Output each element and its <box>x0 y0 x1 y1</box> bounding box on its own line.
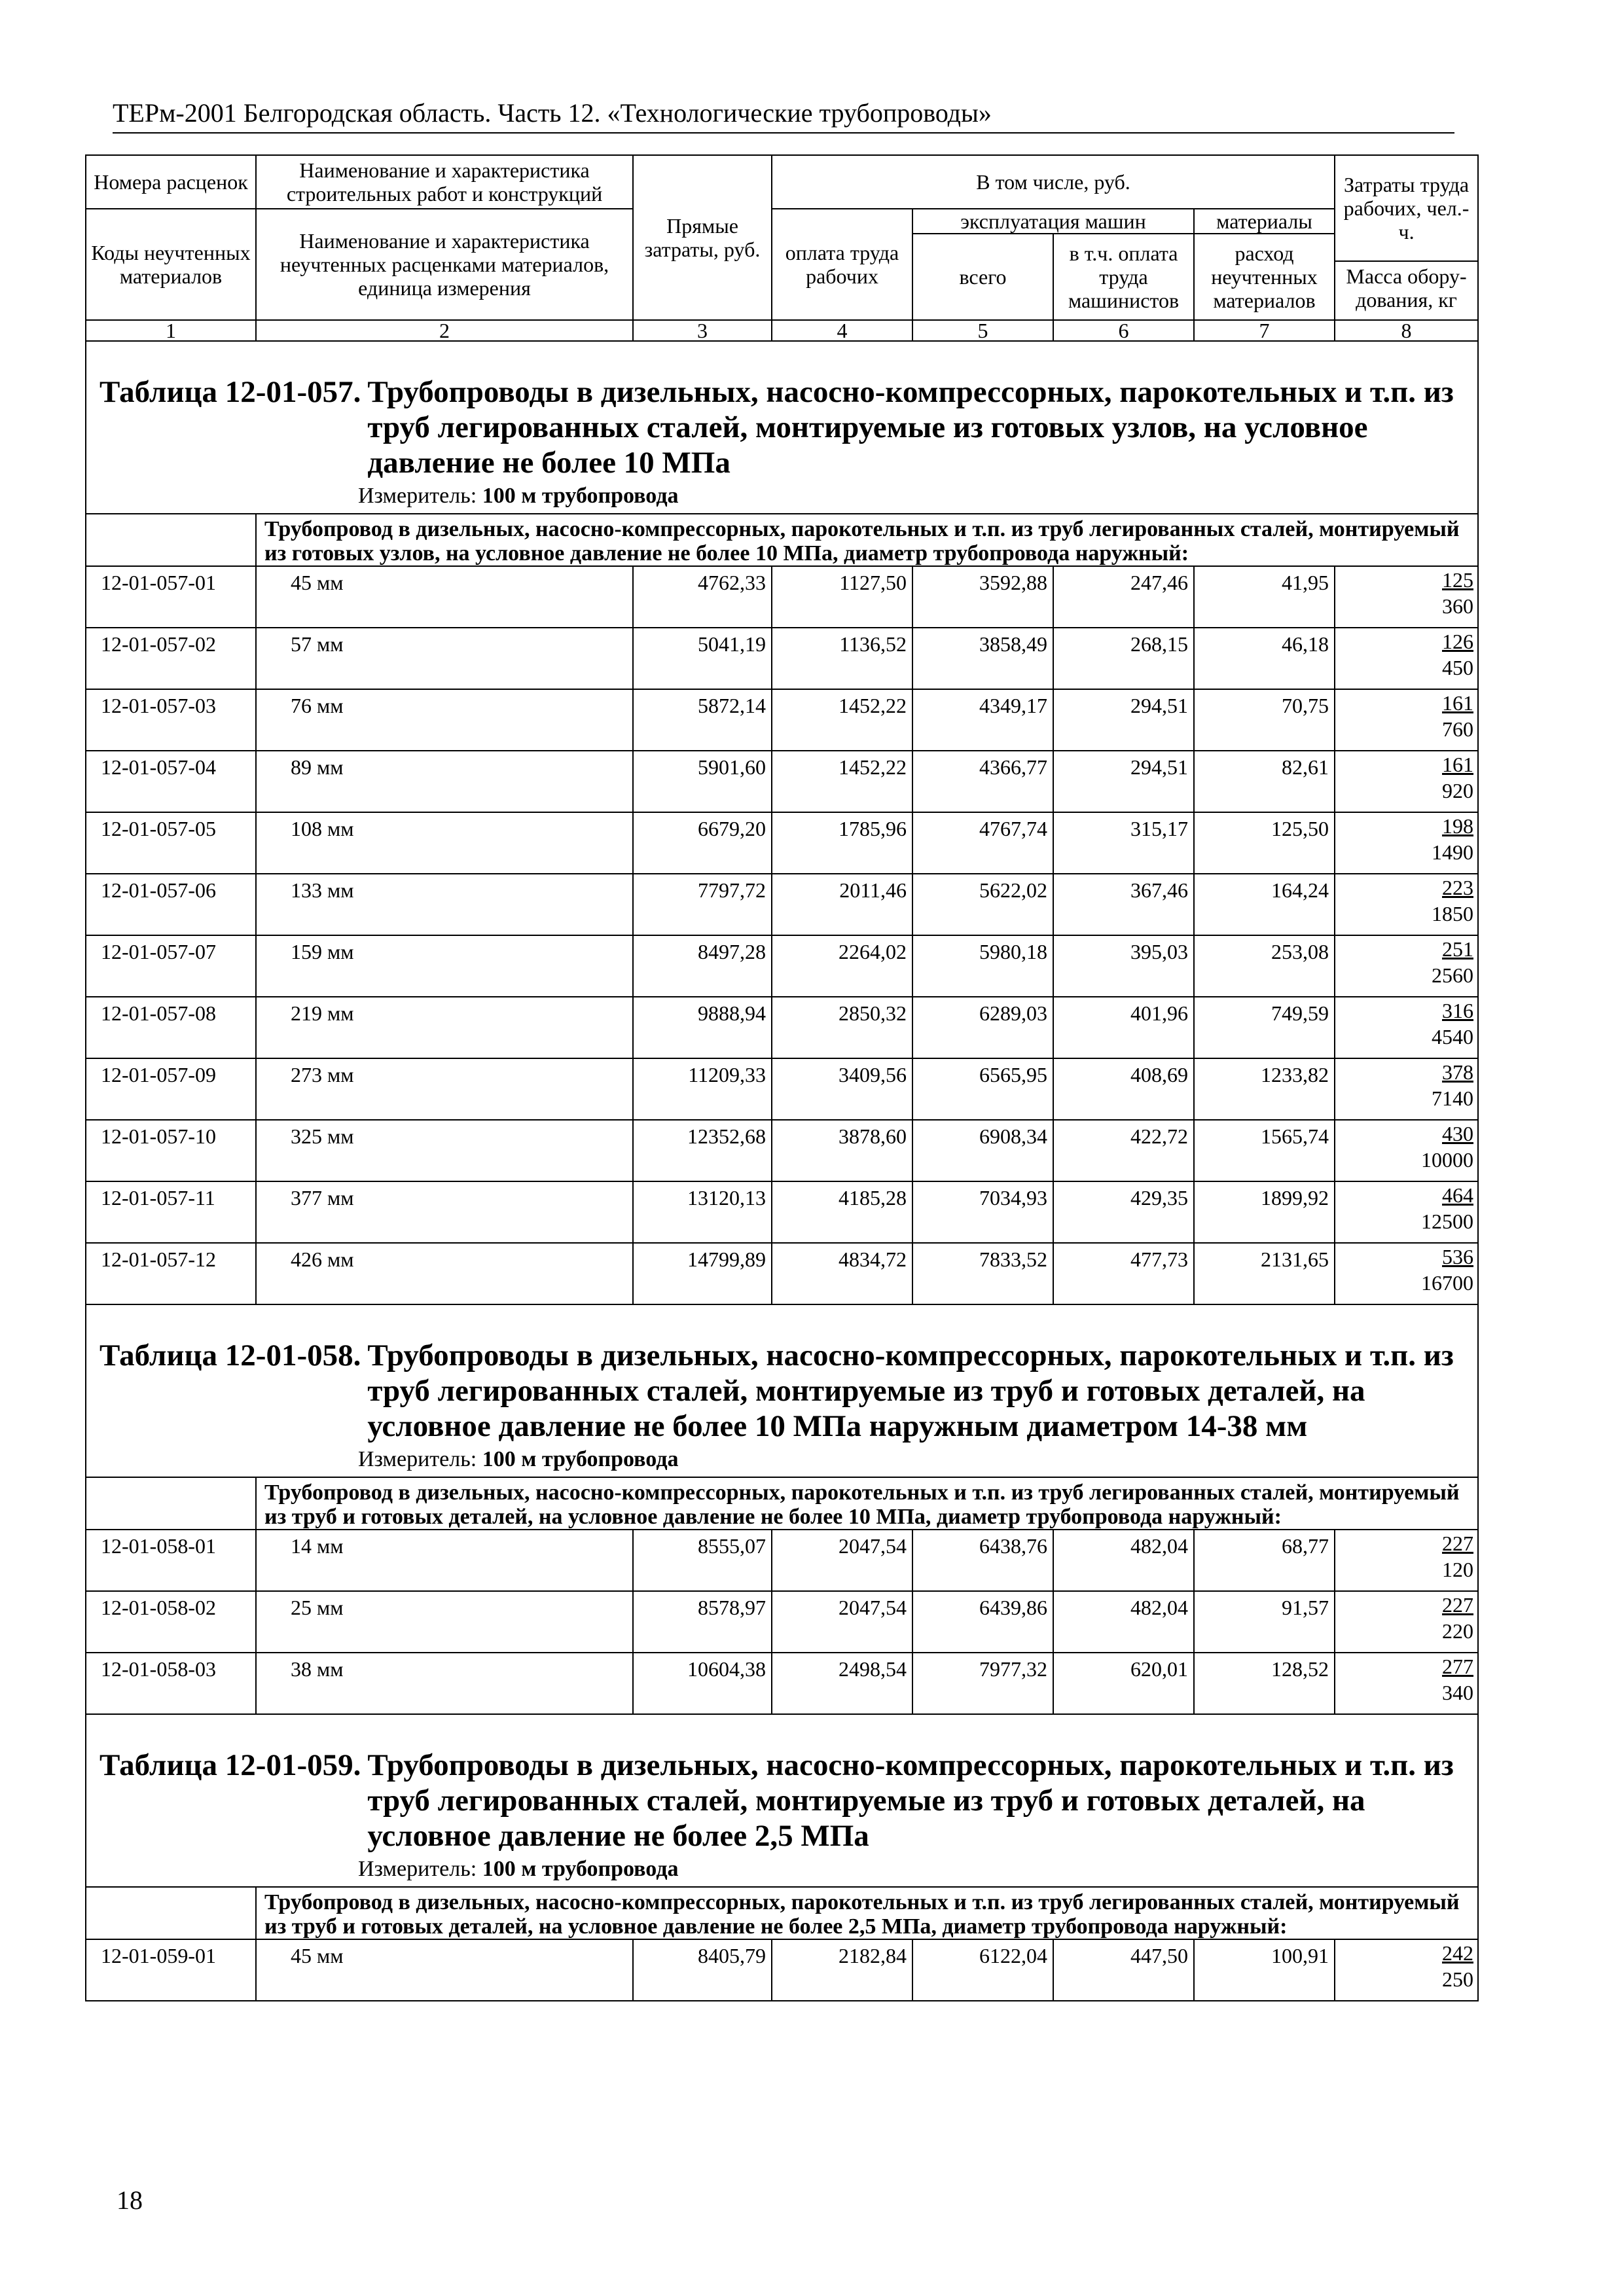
table-title-block <box>86 341 1478 514</box>
worker-wage: 2850,32 <box>772 997 912 1058</box>
machines-header: эксплуатация машин <box>912 209 1194 234</box>
machine-cost: 6565,95 <box>912 1058 1053 1120</box>
labor-hours: 242 <box>1442 1941 1474 1965</box>
equipment-mass: 10000 <box>1421 1148 1474 1172</box>
rate-name: 45 мм <box>256 566 633 628</box>
rate-name: 159 мм <box>256 935 633 997</box>
column-numbers-row <box>86 320 1478 341</box>
page-header: ТЕРм-2001 Белгородская область. Часть 12. «Технологические трубопроводы» <box>113 97 1454 134</box>
unit-label: Измеритель: <box>358 484 477 508</box>
labor-mass <box>1335 1591 1478 1653</box>
table-row <box>86 935 1478 997</box>
col1-top-header: Номера расценок <box>86 155 256 209</box>
col7-header: расход неучтенных материалов <box>1194 234 1335 320</box>
table-label: Таблица 12-01-058. <box>99 1338 361 1372</box>
table-title <box>99 374 1464 480</box>
labor-mass <box>1335 1939 1478 2001</box>
equipment-mass: 760 <box>1442 717 1474 741</box>
machine-cost: 6289,03 <box>912 997 1053 1058</box>
equipment-mass: 340 <box>1442 1681 1474 1704</box>
machinist-wage: 482,04 <box>1053 1591 1194 1653</box>
labor-hours: 161 <box>1442 753 1474 776</box>
material-cost: 91,57 <box>1194 1591 1335 1653</box>
header-row-2 <box>86 209 1478 234</box>
page-number: 18 <box>117 2185 143 2215</box>
col8-top-header: Затраты труда рабочих, чел.-ч. <box>1343 173 1470 243</box>
equipment-mass: 1850 <box>1432 902 1474 925</box>
rate-code: 12-01-057-10 <box>86 1120 256 1181</box>
machinist-wage: 429,35 <box>1053 1181 1194 1243</box>
labor-mass <box>1335 1181 1478 1243</box>
rate-name: 89 мм <box>256 751 633 812</box>
table-title <box>99 1338 1464 1444</box>
machinist-wage: 395,03 <box>1053 935 1194 997</box>
direct-cost: 10604,38 <box>633 1653 772 1714</box>
machinist-wage: 482,04 <box>1053 1530 1194 1591</box>
direct-cost: 13120,13 <box>633 1181 772 1243</box>
col-number: 8 <box>1335 320 1478 341</box>
equipment-mass: 360 <box>1442 594 1474 618</box>
labor-mass <box>1335 1120 1478 1181</box>
table-row <box>86 1591 1478 1653</box>
table-row <box>86 997 1478 1058</box>
material-cost: 70,75 <box>1194 689 1335 751</box>
rate-code: 12-01-058-03 <box>86 1653 256 1714</box>
col-number: 4 <box>772 320 912 341</box>
table-title-block <box>86 1304 1478 1477</box>
rate-code: 12-01-057-09 <box>86 1058 256 1120</box>
worker-wage: 1785,96 <box>772 812 912 874</box>
table-title <box>99 1748 1464 1854</box>
table-row <box>86 1058 1478 1120</box>
table-title-row <box>86 341 1478 514</box>
material-cost: 164,24 <box>1194 874 1335 935</box>
machinist-wage: 294,51 <box>1053 751 1194 812</box>
worker-wage: 2264,02 <box>772 935 912 997</box>
table-row <box>86 689 1478 751</box>
group-spacer <box>86 514 256 566</box>
rate-name: 325 мм <box>256 1120 633 1181</box>
rate-code: 12-01-058-02 <box>86 1591 256 1653</box>
labor-hours: 125 <box>1442 568 1474 592</box>
machine-cost: 7833,52 <box>912 1243 1053 1304</box>
material-cost: 1565,74 <box>1194 1120 1335 1181</box>
direct-cost: 14799,89 <box>633 1243 772 1304</box>
machine-cost: 5622,02 <box>912 874 1053 935</box>
material-cost: 46,18 <box>1194 628 1335 689</box>
rate-code: 12-01-057-01 <box>86 566 256 628</box>
worker-wage: 2047,54 <box>772 1530 912 1591</box>
table-row <box>86 874 1478 935</box>
machine-cost: 4349,17 <box>912 689 1053 751</box>
including-header: В том числе, руб. <box>772 155 1335 209</box>
machinist-wage: 247,46 <box>1053 566 1194 628</box>
machine-cost: 5980,18 <box>912 935 1053 997</box>
labor-hours: 536 <box>1442 1245 1474 1268</box>
machinist-wage: 422,72 <box>1053 1120 1194 1181</box>
machinist-wage: 294,51 <box>1053 689 1194 751</box>
rate-name: 25 мм <box>256 1591 633 1653</box>
worker-wage: 3409,56 <box>772 1058 912 1120</box>
col8-bottom-header: Масса обору-дования, кг <box>1335 260 1477 314</box>
worker-wage: 2182,84 <box>772 1939 912 2001</box>
table-row <box>86 628 1478 689</box>
rate-code: 12-01-057-12 <box>86 1243 256 1304</box>
equipment-mass: 16700 <box>1421 1271 1474 1295</box>
direct-cost: 5872,14 <box>633 689 772 751</box>
labor-hours: 126 <box>1442 630 1474 653</box>
labor-hours: 464 <box>1442 1183 1474 1207</box>
rate-name: 108 мм <box>256 812 633 874</box>
col4-header: оплата труда рабочих <box>772 209 912 320</box>
labor-mass <box>1335 751 1478 812</box>
material-cost: 1233,82 <box>1194 1058 1335 1120</box>
labor-hours: 378 <box>1442 1060 1474 1084</box>
table-row <box>86 1653 1478 1714</box>
labor-hours: 430 <box>1442 1122 1474 1145</box>
machine-cost: 6122,04 <box>912 1939 1053 2001</box>
col2-bottom-header: Наименование и характеристика неучтенных расценками материалов, единица измерения <box>256 209 633 320</box>
unit-value: 100 м трубопровода <box>482 1447 679 1471</box>
table-unit <box>358 1445 1464 1474</box>
rate-name: 219 мм <box>256 997 633 1058</box>
unit-label: Измеритель: <box>358 1447 477 1471</box>
worker-wage: 1127,50 <box>772 566 912 628</box>
labor-hours: 251 <box>1442 937 1474 961</box>
labor-hours: 223 <box>1442 876 1474 899</box>
col-number: 6 <box>1053 320 1194 341</box>
material-cost: 100,91 <box>1194 1939 1335 2001</box>
rate-code: 12-01-057-05 <box>86 812 256 874</box>
machine-cost: 3592,88 <box>912 566 1053 628</box>
price-table <box>85 154 1479 2001</box>
table-row <box>86 1530 1478 1591</box>
direct-cost: 6679,20 <box>633 812 772 874</box>
material-cost: 82,61 <box>1194 751 1335 812</box>
machine-cost: 3858,49 <box>912 628 1053 689</box>
labor-hours: 227 <box>1442 1593 1474 1617</box>
rate-code: 12-01-057-04 <box>86 751 256 812</box>
unit-value: 100 м трубопровода <box>482 1857 679 1881</box>
group-title: Трубопровод в дизельных, насосно-компрессорных, парокотельных и т.п. из труб легированных сталей, монтируемый из труб и готовых деталей, на условное давление не более 2,5 МПа, диаметр трубопровода наружный: <box>256 1887 1478 1939</box>
rate-name: 273 мм <box>256 1058 633 1120</box>
labor-hours: 161 <box>1442 691 1474 715</box>
group-spacer <box>86 1887 256 1939</box>
group-spacer <box>86 1477 256 1530</box>
labor-mass <box>1335 1243 1478 1304</box>
direct-cost: 4762,33 <box>633 566 772 628</box>
col6-header: в т.ч. оплата труда машинистов <box>1053 234 1194 320</box>
col-number: 7 <box>1194 320 1335 341</box>
direct-cost: 8555,07 <box>633 1530 772 1591</box>
worker-wage: 1452,22 <box>772 751 912 812</box>
col-number: 2 <box>256 320 633 341</box>
material-cost: 253,08 <box>1194 935 1335 997</box>
table-title-text: Трубопроводы в дизельных, насосно-компрессорных, парокотельных и т.п. из труб легированных сталей, монтируемые из труб и готовых деталей, на условное давление не более 10 МПа наружным диаметром 14-38 мм <box>367 1338 1454 1443</box>
table-title-row <box>86 1304 1478 1477</box>
worker-wage: 1452,22 <box>772 689 912 751</box>
unit-value: 100 м трубопровода <box>482 484 679 508</box>
materials-header: материалы <box>1194 209 1335 234</box>
rate-code: 12-01-057-03 <box>86 689 256 751</box>
labor-mass <box>1335 1058 1478 1120</box>
table-title-row <box>86 1714 1478 1887</box>
table-label: Таблица 12-01-057. <box>99 375 361 409</box>
worker-wage: 4185,28 <box>772 1181 912 1243</box>
col-number: 1 <box>86 320 256 341</box>
table-row <box>86 812 1478 874</box>
table-row <box>86 566 1478 628</box>
col5-header: всего <box>912 234 1053 320</box>
labor-mass <box>1335 874 1478 935</box>
table-row <box>86 1939 1478 2001</box>
direct-cost: 8578,97 <box>633 1591 772 1653</box>
labor-hours: 277 <box>1442 1655 1474 1678</box>
table-unit <box>358 482 1464 511</box>
machine-cost: 6908,34 <box>912 1120 1053 1181</box>
direct-cost: 8497,28 <box>633 935 772 997</box>
machinist-wage: 477,73 <box>1053 1243 1194 1304</box>
machine-cost: 7977,32 <box>912 1653 1053 1714</box>
machinist-wage: 268,15 <box>1053 628 1194 689</box>
direct-cost: 12352,68 <box>633 1120 772 1181</box>
rate-code: 12-01-057-08 <box>86 997 256 1058</box>
labor-mass <box>1335 689 1478 751</box>
equipment-mass: 2560 <box>1432 963 1474 987</box>
direct-cost: 8405,79 <box>633 1939 772 2001</box>
equipment-mass: 4540 <box>1432 1025 1474 1049</box>
equipment-mass: 120 <box>1442 1558 1474 1581</box>
material-cost: 68,77 <box>1194 1530 1335 1591</box>
worker-wage: 3878,60 <box>772 1120 912 1181</box>
rate-name: 57 мм <box>256 628 633 689</box>
rate-code: 12-01-057-02 <box>86 628 256 689</box>
worker-wage: 4834,72 <box>772 1243 912 1304</box>
machinist-wage: 447,50 <box>1053 1939 1194 2001</box>
rate-name: 76 мм <box>256 689 633 751</box>
equipment-mass: 250 <box>1442 1967 1474 1991</box>
labor-mass <box>1335 812 1478 874</box>
labor-mass <box>1335 935 1478 997</box>
table-title-text: Трубопроводы в дизельных, насосно-компрессорных, парокотельных и т.п. из труб легированных сталей, монтируемые из труб и готовых деталей, на условное давление не более 2,5 МПа <box>367 1748 1454 1853</box>
labor-mass <box>1335 628 1478 689</box>
labor-mass <box>1335 566 1478 628</box>
worker-wage: 2047,54 <box>772 1591 912 1653</box>
equipment-mass: 920 <box>1442 779 1474 802</box>
material-cost: 128,52 <box>1194 1653 1335 1714</box>
table-title-block <box>86 1714 1478 1887</box>
labor-hours: 198 <box>1442 814 1474 838</box>
col-number: 5 <box>912 320 1053 341</box>
labor-mass <box>1335 1653 1478 1714</box>
rate-name: 133 мм <box>256 874 633 935</box>
table-row <box>86 1181 1478 1243</box>
rate-code: 12-01-057-11 <box>86 1181 256 1243</box>
machinist-wage: 367,46 <box>1053 874 1194 935</box>
equipment-mass: 7140 <box>1432 1086 1474 1110</box>
machinist-wage: 401,96 <box>1053 997 1194 1058</box>
rate-code: 12-01-057-06 <box>86 874 256 935</box>
worker-wage: 2011,46 <box>772 874 912 935</box>
material-cost: 125,50 <box>1194 812 1335 874</box>
col3-header: Прямые затраты, руб. <box>633 155 772 320</box>
equipment-mass: 220 <box>1442 1619 1474 1643</box>
table-row <box>86 1120 1478 1181</box>
material-cost: 749,59 <box>1194 997 1335 1058</box>
rate-name: 426 мм <box>256 1243 633 1304</box>
col2-top-header: Наименование и характеристика строительных работ и конструкций <box>256 155 633 209</box>
machine-cost: 7034,93 <box>912 1181 1053 1243</box>
table-title-text: Трубопроводы в дизельных, насосно-компрессорных, парокотельных и т.п. из труб легированных сталей, монтируемые из готовых узлов, на условное давление не более 10 МПа <box>367 375 1454 480</box>
material-cost: 41,95 <box>1194 566 1335 628</box>
group-row <box>86 1477 1478 1530</box>
machinist-wage: 620,01 <box>1053 1653 1194 1714</box>
group-row <box>86 514 1478 566</box>
table-label: Таблица 12-01-059. <box>99 1748 361 1782</box>
equipment-mass: 1490 <box>1432 840 1474 864</box>
machine-cost: 6439,86 <box>912 1591 1053 1653</box>
group-title: Трубопровод в дизельных, насосно-компрессорных, парокотельных и т.п. из труб легированных сталей, монтируемый из готовых узлов, на условное давление не более 10 МПа, диаметр трубопровода наружный: <box>256 514 1478 566</box>
labor-hours: 227 <box>1442 1532 1474 1555</box>
table-row <box>86 751 1478 812</box>
worker-wage: 2498,54 <box>772 1653 912 1714</box>
direct-cost: 7797,72 <box>633 874 772 935</box>
col-number: 3 <box>633 320 772 341</box>
direct-cost: 5041,19 <box>633 628 772 689</box>
direct-cost: 5901,60 <box>633 751 772 812</box>
material-cost: 2131,65 <box>1194 1243 1335 1304</box>
rate-code: 12-01-058-01 <box>86 1530 256 1591</box>
table-row <box>86 1243 1478 1304</box>
rate-code: 12-01-059-01 <box>86 1939 256 2001</box>
machine-cost: 4767,74 <box>912 812 1053 874</box>
col1-bottom-header: Коды неучтенных материалов <box>86 209 256 320</box>
rate-code: 12-01-057-07 <box>86 935 256 997</box>
equipment-mass: 450 <box>1442 656 1474 679</box>
table-unit <box>358 1855 1464 1884</box>
machine-cost: 6438,76 <box>912 1530 1053 1591</box>
machinist-wage: 408,69 <box>1053 1058 1194 1120</box>
rate-name: 377 мм <box>256 1181 633 1243</box>
machinist-wage: 315,17 <box>1053 812 1194 874</box>
material-cost: 1899,92 <box>1194 1181 1335 1243</box>
rate-name: 45 мм <box>256 1939 633 2001</box>
group-row <box>86 1887 1478 1939</box>
labor-mass <box>1335 1530 1478 1591</box>
unit-label: Измеритель: <box>358 1857 477 1881</box>
direct-cost: 11209,33 <box>633 1058 772 1120</box>
rate-name: 38 мм <box>256 1653 633 1714</box>
machine-cost: 4366,77 <box>912 751 1053 812</box>
labor-hours: 316 <box>1442 999 1474 1022</box>
group-title: Трубопровод в дизельных, насосно-компрессорных, парокотельных и т.п. из труб легированных сталей, монтируемый из труб и готовых деталей, на условное давление не более 10 МПа, диаметр трубопровода наружный: <box>256 1477 1478 1530</box>
header-row-1 <box>86 155 1478 209</box>
equipment-mass: 12500 <box>1421 1210 1474 1233</box>
labor-mass <box>1335 997 1478 1058</box>
rate-name: 14 мм <box>256 1530 633 1591</box>
worker-wage: 1136,52 <box>772 628 912 689</box>
col8-header <box>1335 155 1478 320</box>
direct-cost: 9888,94 <box>633 997 772 1058</box>
